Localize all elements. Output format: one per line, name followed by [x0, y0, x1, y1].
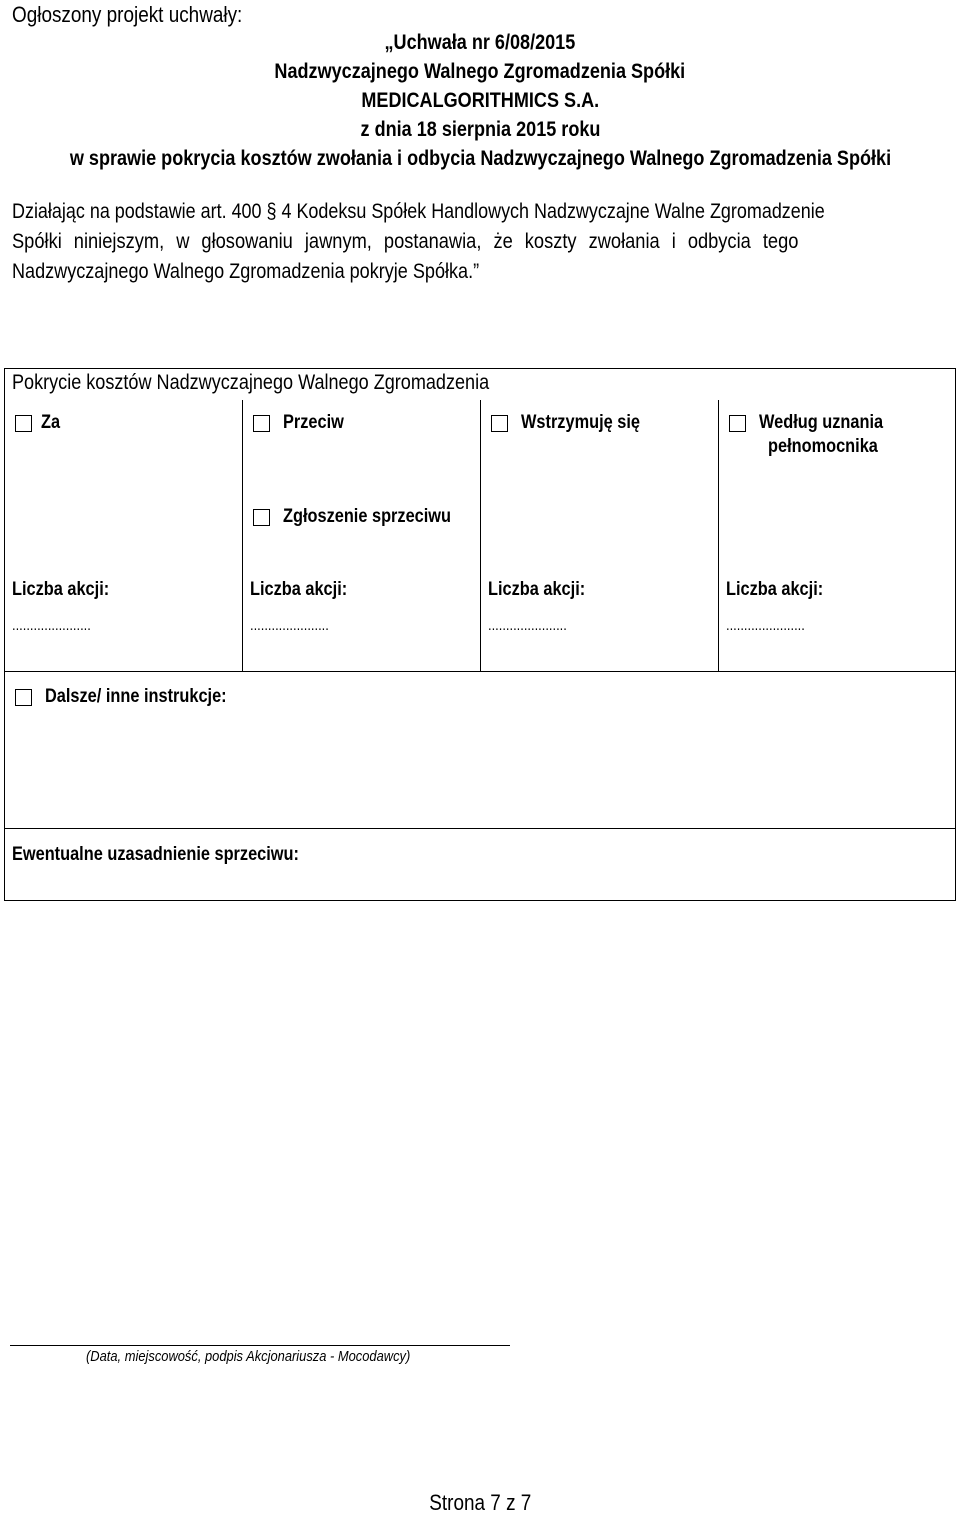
body-line-3: Nadzwyczajnego Walnego Zgromadzenia pokryje Spółka.” — [12, 260, 480, 283]
form-heading: Pokrycie kosztów Nadzwyczajnego Walnego Zgromadzenia — [12, 371, 490, 394]
column-divider — [718, 400, 719, 671]
resolution-title — [0, 28, 960, 173]
title-line-1: „Uchwała nr 6/08/2015 — [384, 31, 576, 54]
voting-form — [4, 368, 956, 901]
section-divider — [5, 828, 955, 829]
further-instructions-checkbox[interactable] — [15, 689, 32, 706]
resolution-body — [12, 197, 948, 287]
shares-blank-against[interactable]: ...................... — [250, 617, 329, 634]
shares-label-proxy: Liczba akcji: — [726, 579, 824, 600]
column-divider — [480, 400, 481, 671]
signature-caption: (Data, miejscowość, podpis Akcjonariusza - Mocodawcy) — [86, 1348, 411, 1365]
title-line-2: Nadzwyczajnego Walnego Zgromadzenia Spółki — [274, 60, 686, 83]
body-line-1: Działając na podstawie art. 400 § 4 Kodeksu Spółek Handlowych Nadzwyczajne Walne Zgromadzenie — [12, 200, 825, 223]
title-line-5: w sprawie pokrycia kosztów zwołania i odbycia Nadzwyczajnego Walnego Zgromadzenia Spółki — [69, 147, 891, 170]
document-intro — [12, 2, 280, 28]
vote-for-checkbox[interactable] — [15, 415, 32, 432]
objection-checkbox[interactable] — [253, 509, 270, 526]
vote-against-label: Przeciw — [283, 412, 344, 433]
shares-blank-proxy[interactable]: ...................... — [726, 617, 805, 634]
objection-justification-label: Ewentualne uzasadnienie sprzeciwu: — [12, 844, 299, 865]
intro-text: Ogłoszony projekt uchwały: — [12, 2, 243, 27]
title-line-3: MEDICALGORITHMICS S.A. — [361, 89, 599, 112]
page-number: Strona 7 z 7 — [428, 1490, 532, 1515]
objection-label: Zgłoszenie sprzeciwu — [283, 506, 451, 527]
vote-proxy-discretion-checkbox[interactable] — [729, 415, 746, 432]
shares-label-abstain: Liczba akcji: — [488, 579, 586, 600]
shares-label-against: Liczba akcji: — [250, 579, 348, 600]
column-divider — [242, 400, 243, 671]
vote-abstain-label: Wstrzymuję się — [521, 412, 640, 433]
vote-abstain-checkbox[interactable] — [491, 415, 508, 432]
body-line-2: Spółki niniejszym, w głosowaniu jawnym, postanawia, że koszty zwołania i odbycia tego — [12, 230, 799, 253]
vote-proxy-discretion-label-2: pełnomocnika — [768, 436, 878, 457]
further-instructions-label: Dalsze/ inne instrukcje: — [45, 686, 227, 707]
shares-blank-for[interactable]: ...................... — [12, 617, 91, 634]
signature-line — [10, 1345, 510, 1346]
vote-for-label: Za — [41, 412, 61, 433]
shares-blank-abstain[interactable]: ...................... — [488, 617, 567, 634]
vote-against-checkbox[interactable] — [253, 415, 270, 432]
title-line-4: z dnia 18 sierpnia 2015 roku — [360, 118, 600, 141]
section-divider — [5, 671, 955, 672]
vote-proxy-discretion-label-1: Według uznania — [759, 412, 884, 433]
shares-label-for: Liczba akcji: — [12, 579, 110, 600]
